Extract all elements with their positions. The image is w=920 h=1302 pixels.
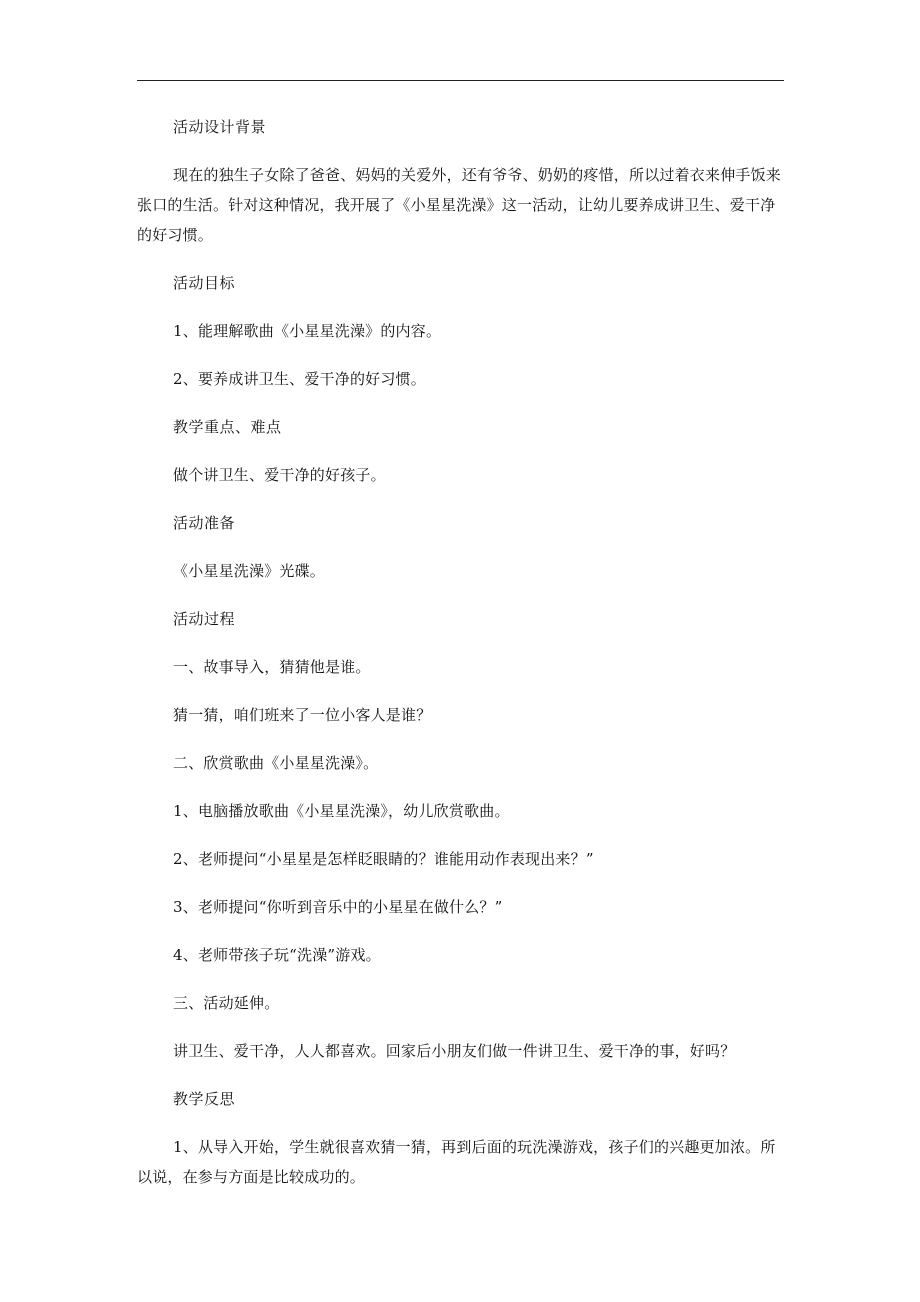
body-paragraph: 二、欣赏歌曲《小星星洗澡》。 [173, 754, 379, 772]
body-paragraph: 一、故事导入，猜猜他是谁。 [173, 658, 371, 676]
section-heading: 活动设计背景 [173, 118, 267, 136]
body-paragraph: 三、活动延伸。 [173, 994, 280, 1012]
section-heading: 活动过程 [173, 610, 236, 628]
body-paragraph: 《小星星洗澡》光碟。 [173, 562, 326, 580]
section-heading: 活动目标 [173, 274, 236, 292]
section-heading: 教学重点、难点 [173, 418, 282, 436]
body-paragraph: 做个讲卫生、爱干净的好孩子。 [173, 466, 386, 484]
section-heading: 活动准备 [173, 514, 236, 532]
body-paragraph: 1、能理解歌曲《小星星洗澡》的内容。 [173, 322, 442, 340]
body-paragraph: 3、老师提问“你听到音乐中的小星星在做什么？” [173, 898, 503, 916]
body-paragraph: 猜一猜，咱们班来了一位小客人是谁？ [173, 706, 432, 724]
header-rule [137, 80, 784, 81]
body-paragraph: 2、要养成讲卫生、爱干净的好习惯。 [173, 370, 426, 388]
section-heading: 教学反思 [173, 1090, 236, 1108]
document-body [137, 112, 787, 1210]
body-paragraph: 2、老师提问“小星星是怎样眨眼睛的？谁能用动作表现出来？” [173, 850, 594, 868]
body-paragraph: 4、老师带孩子玩“洗澡”游戏。 [173, 946, 381, 964]
body-paragraph: 1、电脑播放歌曲《小星星洗澡》，幼儿欣赏歌曲。 [173, 802, 510, 820]
body-paragraph: 讲卫生、爱干净，人人都喜欢。回家后小朋友们做一件讲卫生、爱干净的事，好吗？ [173, 1042, 736, 1060]
body-paragraph: 1、从导入开始，学生就很喜欢猜一猜，再到后面的玩洗澡游戏，孩子们的兴趣更加浓。所以说，在参与方面是比较成功的。 [137, 1138, 776, 1186]
body-paragraph: 现在的独生子女除了爸爸、妈妈的关爱外，还有爷爷、奶奶的疼惜，所以过着衣来伸手饭来张口的生活。针对这种情况，我开展了《小星星洗澡》这一活动，让幼儿要养成讲卫生、爱干净的好习惯。 [137, 166, 782, 244]
